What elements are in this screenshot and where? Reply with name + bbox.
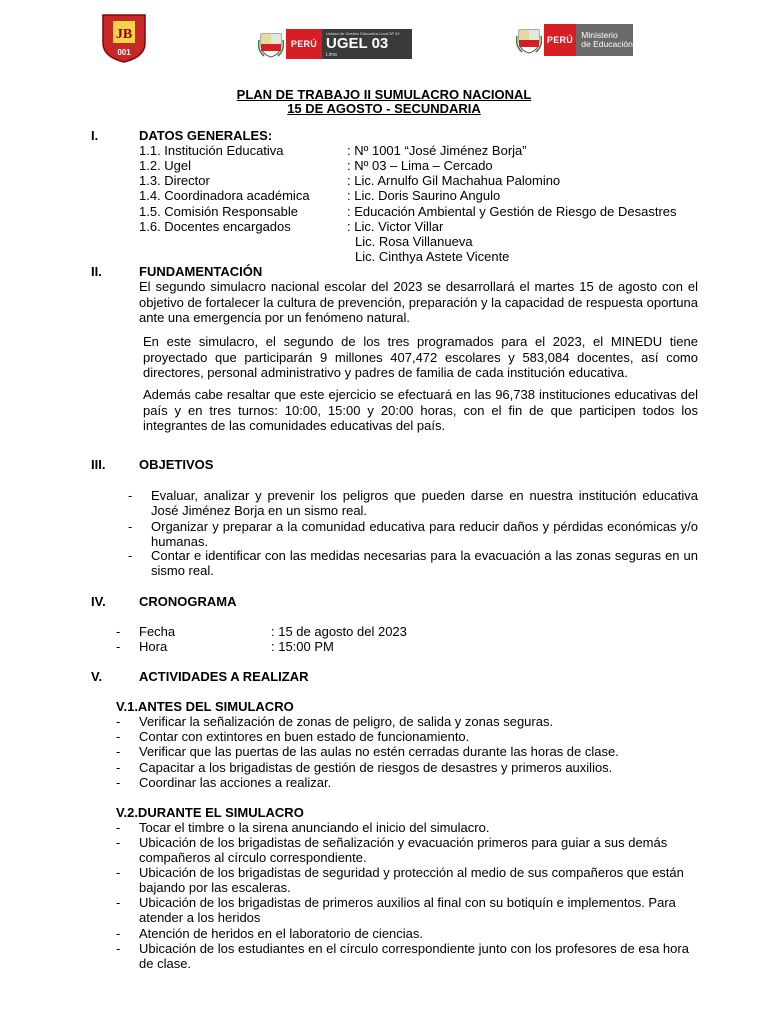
section-2-heading: FUNDAMENTACIÓN: [139, 264, 263, 279]
bullet: -: [128, 488, 133, 503]
antes-item: Verificar la señalización de zonas de peligro, de salida y zonas seguras.: [139, 714, 554, 729]
objetivo-item: Evaluar, analizar y prevenir los peligros que pueden darse en nuestra institución educativa José Jiménez Borja en un sismo real.: [151, 488, 698, 519]
bullet: -: [128, 548, 133, 563]
datos-label: 1.2. Ugel: [139, 158, 192, 173]
bullet: -: [116, 744, 121, 759]
bullet: -: [116, 941, 121, 956]
objetivo-item: Organizar y preparar a la comunidad educativa para reducir daños y pérdidas económicas y/o humanas.: [151, 519, 698, 550]
subsection-durante-heading: V.2.DURANTE EL SIMULACRO: [116, 805, 304, 820]
ministry-line2: de Educación: [581, 39, 633, 49]
ugel-small-text: Unidad de Gestión Educativa Local Nº 03: [326, 30, 400, 36]
ugel-name: UGEL 03: [326, 34, 389, 52]
datos-label: 1.3. Director: [139, 173, 210, 188]
title-line-1: PLAN DE TRABAJO II SUMULACRO NACIONAL: [236, 87, 532, 102]
cronograma-label: Hora: [139, 639, 168, 654]
fundamentacion-paragraph-1: El segundo simulacro nacional escolar del 2023 se desarrollará el martes 15 de agosto con el objetivo de fortalecer la cultura de prevención, preparación y la capacidad de respuesta oportuna ante una emergencia por un fenómeno natural.: [139, 279, 698, 325]
svg-text:001: 001: [117, 48, 131, 57]
minedu-logo: [515, 23, 633, 57]
fundamentacion-paragraph-2: En este simulacro, el segundo de los tres programados para el 2023, el MINEDU tiene proyectado que participarán 9 millones 407,472 escolares y 583,084 docentes, así como directores, personal administrativo y padres de familia de cada institución educativa.: [143, 334, 698, 380]
subsection-antes-heading: V.1.ANTES DEL SIMULACRO: [116, 699, 294, 714]
cronograma-label: Fecha: [139, 624, 176, 639]
objetivo-item: Contar e identificar con las medidas necesarias para la evacuación a las zonas seguras en un sismo real.: [151, 548, 698, 579]
ugel-block: [322, 29, 412, 59]
datos-label: 1.4. Coordinadora académica: [139, 188, 310, 203]
bullet: -: [116, 714, 121, 729]
ministry-block: [576, 24, 633, 56]
antes-item: Coordinar las acciones a realizar.: [139, 775, 332, 790]
section-5-heading: ACTIVIDADES A REALIZAR: [139, 669, 309, 684]
bullet: -: [116, 820, 121, 835]
bullet: -: [116, 775, 121, 790]
antes-item: Verificar que las puertas de las aulas no estén cerradas durante las horas de clase.: [139, 744, 619, 759]
docente-extra: Lic. Cinthya Astete Vicente: [355, 249, 510, 264]
bullet: -: [116, 895, 121, 910]
bullet: -: [116, 835, 121, 850]
ugel-logo: [256, 28, 414, 60]
section-1-number: I.: [91, 128, 99, 143]
datos-value: : Lic. Doris Saurino Angulo: [347, 188, 501, 203]
datos-value: : Lic. Arnulfo Gil Machahua Palomino: [347, 173, 561, 188]
section-2-number: II.: [91, 264, 102, 279]
section-4-number: IV.: [91, 594, 106, 609]
bullet: -: [128, 519, 133, 534]
datos-value: : Nº 03 – Lima – Cercado: [347, 158, 493, 173]
datos-value: : Nº 1001 “José Jiménez Borja”: [347, 143, 527, 158]
school-crest-logo: [101, 13, 147, 63]
peru-shield-icon-2: [515, 24, 544, 56]
section-5-number: V.: [91, 669, 103, 684]
fundamentacion-paragraph-3: Además cabe resaltar que este ejercicio se efectuará en las 96,738 instituciones educativas del país y en tres turnos: 10:00, 15:00 y 20:00 horas, con el fin de que participen todos los integrantes de las comunidades educativas del país.: [143, 387, 698, 433]
durante-item: Atención de heridos en el laboratorio de ciencias.: [139, 926, 424, 941]
bullet: -: [116, 624, 121, 639]
datos-label: 1.5. Comisión Responsable: [139, 204, 298, 219]
title-line-2: 15 DE AGOSTO - SECUNDARIA: [287, 101, 481, 116]
datos-label: 1.6. Docentes encargados: [139, 219, 291, 234]
ugel-sub: Lima: [326, 51, 337, 58]
antes-item: Contar con extintores en buen estado de funcionamiento.: [139, 729, 470, 744]
bullet: -: [116, 865, 121, 880]
datos-label: 1.1. Institución Educativa: [139, 143, 284, 158]
cronograma-value: : 15 de agosto del 2023: [271, 624, 407, 639]
peru-label: PERÚ: [286, 29, 322, 59]
peru-label-2: PERÚ: [544, 24, 577, 56]
bullet: -: [116, 760, 121, 775]
svg-text:JB: JB: [115, 27, 133, 42]
section-1-heading: DATOS GENERALES:: [139, 128, 273, 143]
antes-item: Capacitar a los brigadistas de gestión de riesgos de desastres y primeros auxilios.: [139, 760, 613, 775]
section-3-number: III.: [91, 457, 106, 472]
datos-value: : Educación Ambiental y Gestión de Riesgo de Desastres: [347, 204, 677, 219]
ministry-line1: Ministerio: [581, 29, 618, 40]
docente-extra: Lic. Rosa Villanueva: [355, 234, 473, 249]
datos-value: : Lic. Victor Villar: [347, 219, 444, 234]
durante-item: Tocar el timbre o la sirena anunciando el inicio del simulacro.: [139, 820, 490, 835]
durante-item: Ubicación de los estudiantes en el círculo correspondiente junto con los profesores de esa hora de clase.: [139, 941, 689, 972]
durante-item: Ubicación de los brigadistas de primeros auxilios al final con su botiquín e implementos. Para atender a los heridos: [139, 895, 676, 926]
bullet: -: [116, 926, 121, 941]
bullet: -: [116, 639, 121, 654]
section-3-heading: OBJETIVOS: [139, 457, 214, 472]
cronograma-value: : 15:00 PM: [271, 639, 334, 654]
durante-item: Ubicación de los brigadistas de seguridad y protección al medio de sus compañeros que están bajando por las escaleras.: [139, 865, 684, 896]
durante-item: Ubicación de los brigadistas de señalización y evacuación primeros para guiar a sus demás compañeros al círculo correspondiente.: [139, 835, 668, 866]
bullet: -: [116, 729, 121, 744]
section-4-heading: CRONOGRAMA: [139, 594, 237, 609]
peru-shield-icon: [256, 29, 286, 59]
